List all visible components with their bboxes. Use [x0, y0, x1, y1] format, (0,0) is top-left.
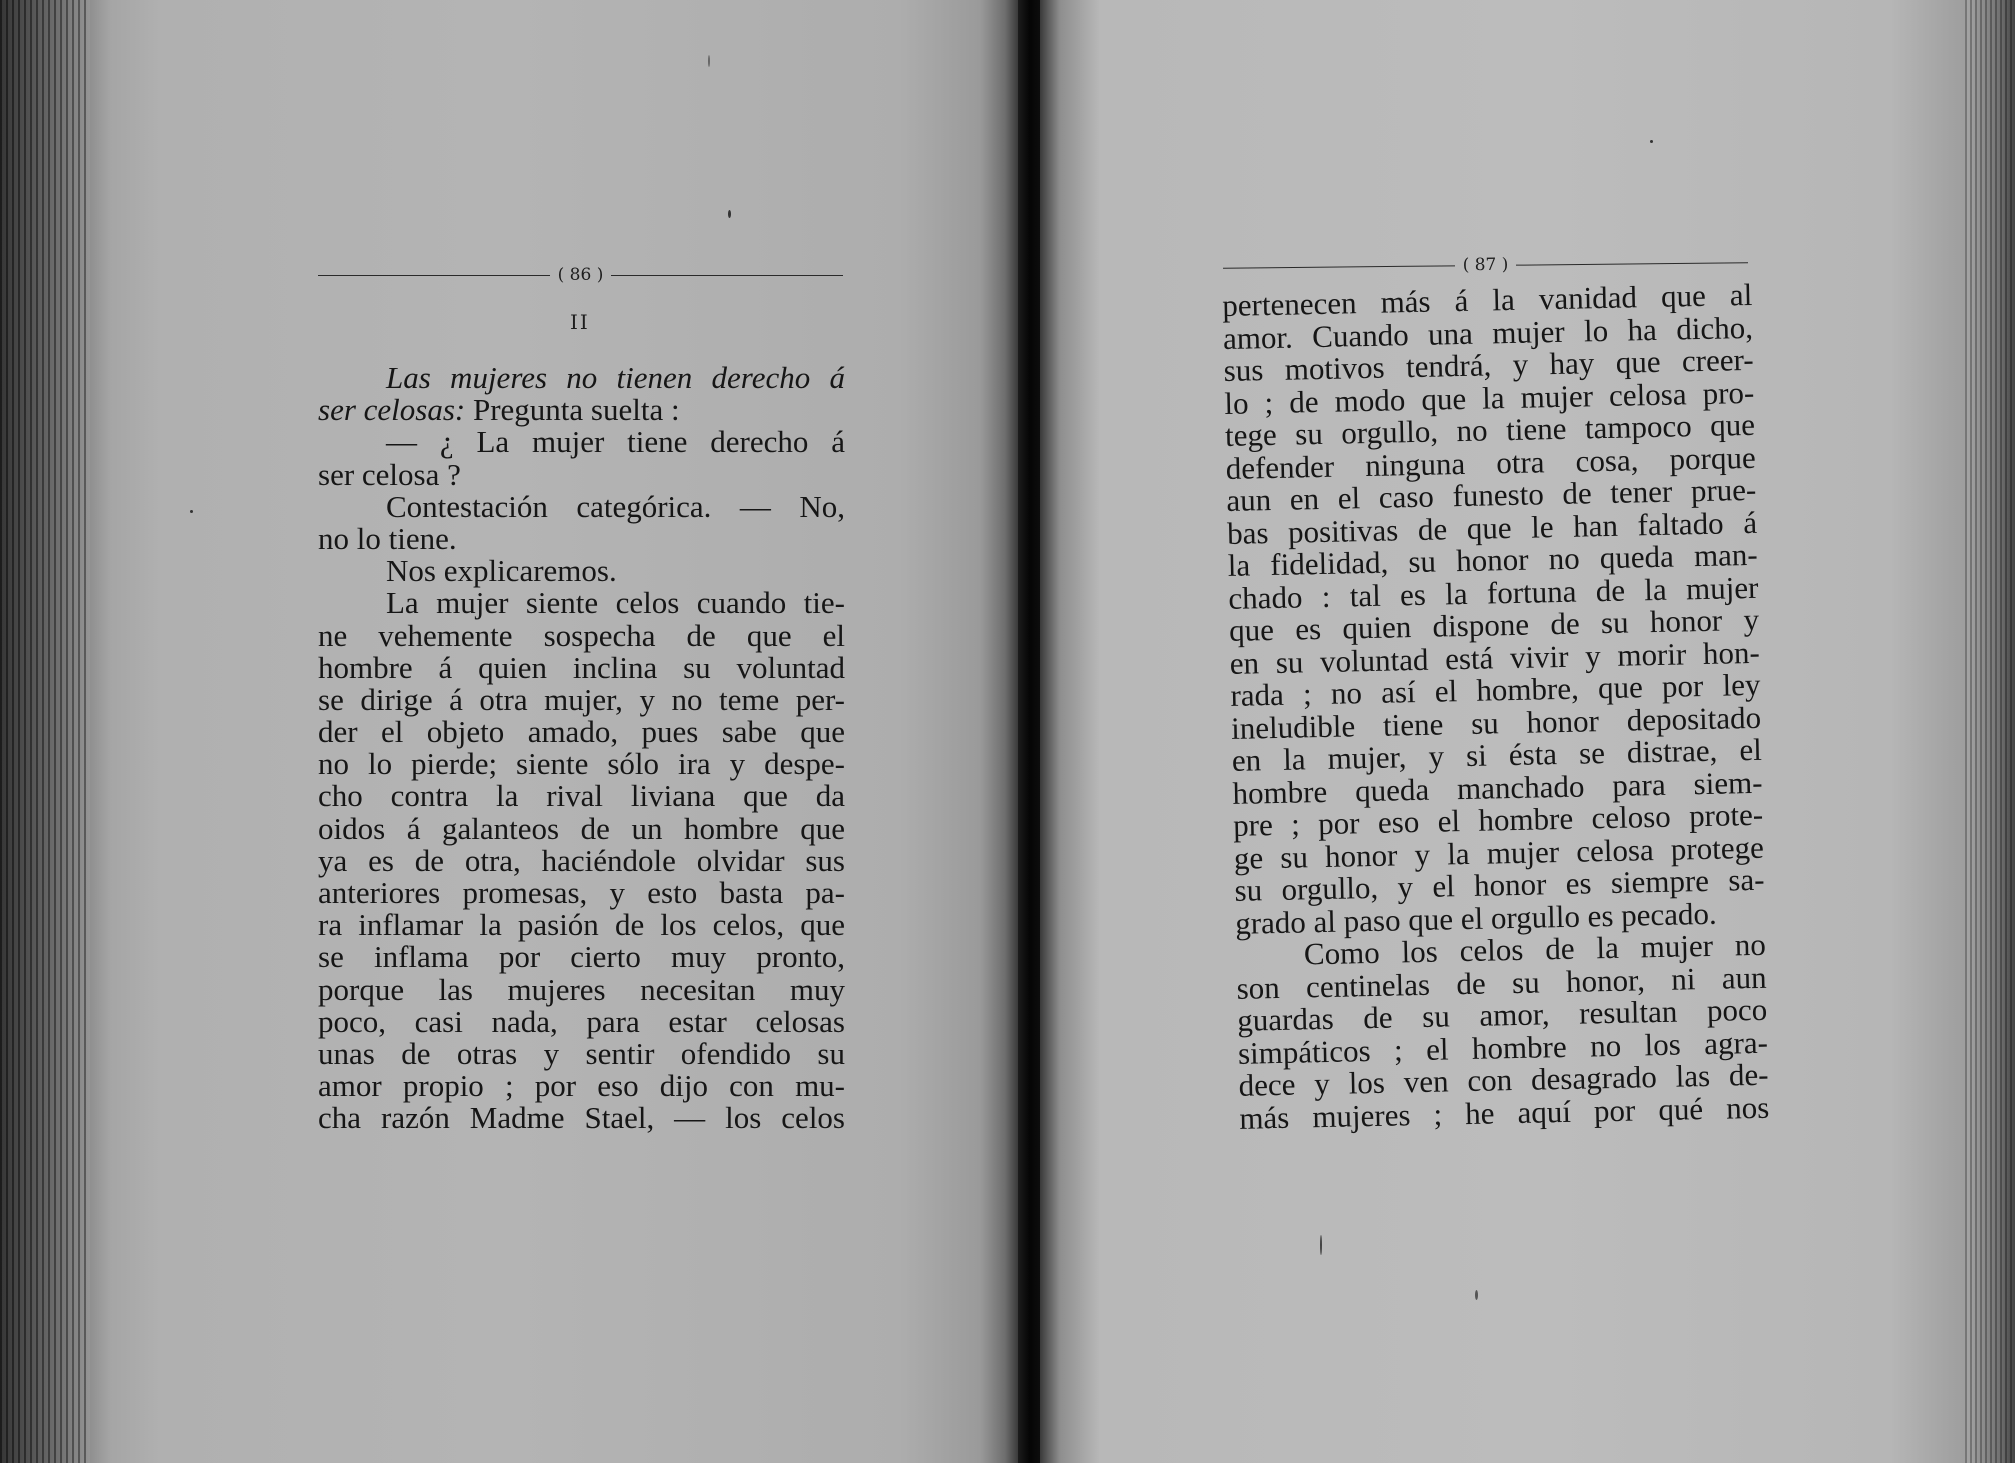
text-line: ge su honor y la mujer celosa protege [1233, 829, 1765, 876]
text-line: son centinelas de su honor, ni aun [1236, 959, 1767, 1006]
text-line: su orgullo, y el honor es siempre sa- [1234, 861, 1765, 908]
text-line: aun en el caso funesto de tener prue- [1226, 471, 1757, 518]
text-line: Contestación categórica. — No, [386, 488, 845, 524]
text-line: oidos á galanteos de un hombre que [318, 810, 845, 846]
text-line: unas de otras y sentir ofendido su [318, 1035, 845, 1071]
left-page-header [318, 265, 843, 285]
text-line: cha razón Madme Stael, — los celos [318, 1100, 845, 1136]
header-rule-right [611, 275, 843, 276]
text-line: en su voluntad está vivir y morir hon- [1229, 634, 1761, 681]
header-rule-left [1223, 265, 1455, 268]
paper-speck [190, 510, 193, 513]
text-line: dece y los ven con desagrado las de- [1238, 1056, 1769, 1103]
text-line: lo ; de modo que la mujer celosa pro- [1224, 374, 1755, 421]
text-line: La mujer siente celos cuando tie- [386, 585, 845, 621]
text-line: pertenecen más á la vanidad que al [1221, 276, 1753, 323]
text-line: simpáticos ; el hombre no los agra- [1237, 1024, 1769, 1071]
text-line: bas positivas de que le han faltado á [1226, 504, 1758, 551]
text-line: la fidelidad, su honor no queda man- [1227, 536, 1759, 583]
text-line: tege su orgullo, no tiene tampoco que [1224, 406, 1756, 453]
page-number-86: ( 86 ) [557, 265, 604, 285]
text-line: cho contra la rival liviana que da [318, 778, 845, 814]
text-line: amor propio ; por eso dijo con mu- [318, 1068, 845, 1104]
text-line: grado al paso que el orgullo es pecado. [1234, 895, 1718, 941]
text-line: no lo pierde; siente sólo ira y despe- [318, 746, 845, 782]
paper-speck [1320, 1235, 1322, 1255]
header-rule-left [318, 275, 550, 276]
text-line: en la mujer, y si ésta se distrae, el [1231, 731, 1763, 778]
text-line: más mujeres ; he aquí por qué nos [1238, 1089, 1770, 1136]
page-edges [1965, 0, 2015, 1463]
header-rule-right [1516, 262, 1748, 265]
section-number: II [570, 310, 590, 334]
text-line: poco, casi nada, para estar celosas [318, 1003, 845, 1039]
text-line: amor. Cuando una mujer lo ha dicho, [1222, 309, 1754, 356]
text-line: se dirige á otra mujer, y no teme per- [318, 681, 845, 717]
text-line: Las mujeres no tienen derecho á [386, 360, 845, 395]
right-page [1040, 0, 2015, 1463]
text-line: — ¿ La mujer tiene derecho á [386, 424, 845, 460]
text-line: Nos explicaremos. [386, 553, 617, 589]
page-edges [0, 0, 90, 1463]
text-line: ser celosas: Pregunta suelta : [318, 392, 680, 428]
text-line: hombre á quien inclina su voluntad [318, 649, 845, 685]
page-number-87: ( 87 ) [1462, 254, 1509, 276]
left-page-text [318, 362, 845, 1135]
text-line: pre ; por eso el hombre celoso prote- [1232, 796, 1764, 843]
text-line: se inflama por cierto muy pronto, [318, 939, 845, 975]
text-line: chado : tal es la fortuna de la mujer [1228, 569, 1759, 616]
paper-speck [1650, 140, 1653, 143]
paper-speck [708, 55, 710, 67]
text-line: anteriores promesas, y esto basta pa- [318, 875, 845, 910]
text-line: que es quien dispone de su honor y [1228, 601, 1760, 648]
paper-speck [728, 210, 731, 218]
text-line: defender ninguna otra cosa, porque [1225, 439, 1756, 486]
text-line: sus motivos tendrá, y hay que creer- [1223, 341, 1754, 388]
text-line: ineludible tiene su honor depositado [1230, 699, 1762, 746]
paper-speck [1475, 1290, 1478, 1300]
text-line: hombre queda manchado para siem- [1232, 764, 1763, 811]
text-line: Como los celos de la mujer no [1303, 926, 1767, 972]
text-line: no lo tiene. [318, 520, 457, 556]
text-line: porque las mujeres necesitan muy [318, 971, 845, 1007]
text-line: rada ; no así el hombre, que por ley [1230, 666, 1761, 713]
text-line: ya es de otra, haciéndole olvidar sus [318, 842, 845, 878]
text-line: der el objeto amado, pues sabe que [318, 714, 845, 750]
text-line: ra inflamar la pasión de los celos, que [318, 907, 845, 943]
right-page-text [1221, 276, 1770, 1136]
text-line: ser celosa ? [318, 456, 461, 492]
text-line: ne vehemente sospecha de que el [318, 617, 845, 653]
right-page-header [1223, 252, 1748, 277]
text-line: guardas de su amor, resultan poco [1236, 991, 1768, 1038]
